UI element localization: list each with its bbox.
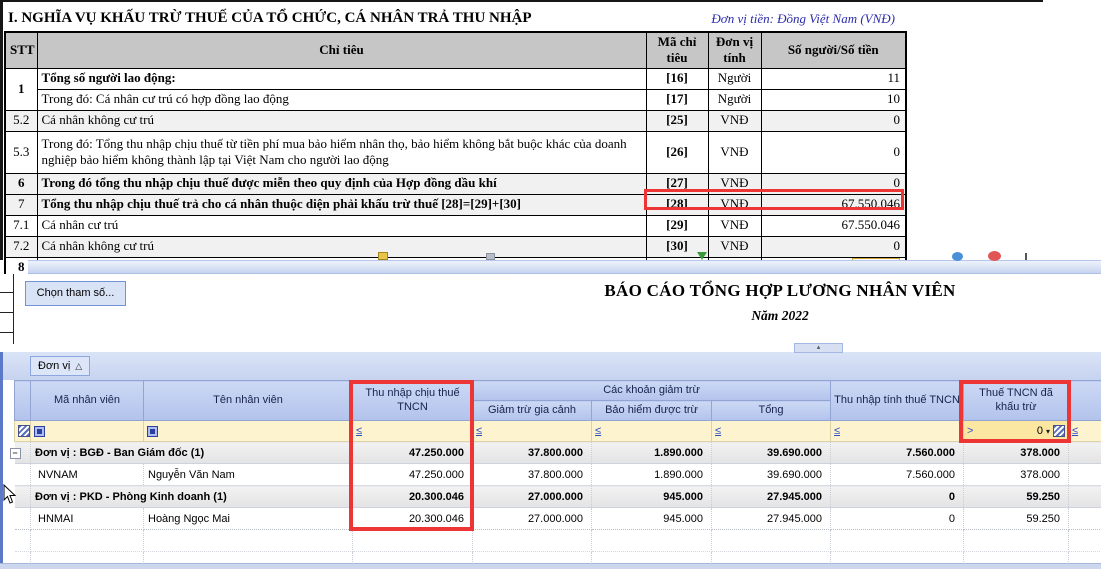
dropdown-arrow-icon[interactable]: ▾ (1046, 426, 1051, 436)
col-so-nguoi-so-tien: Số người/Số tiền (761, 32, 906, 68)
row-unit: VNĐ (708, 236, 761, 257)
row-unit: VNĐ (708, 131, 761, 173)
cell-employee-name[interactable]: Nguyễn Văn Nam (144, 464, 353, 486)
table-row (5, 89, 906, 110)
filter-type-icon[interactable] (34, 426, 45, 437)
grid-left-border (0, 352, 3, 569)
group-row-pkd[interactable] (15, 486, 1101, 508)
row-label: Trong đó: Tổng thu nhập chịu thuế từ tiền phí mua bảo hiểm nhân thọ, bảo hiểm không bắt buộc khác của doanh nghiệp bảo hiểm không thành lập tại Việt Nam cho người lao động (37, 131, 646, 173)
row-code: [26] (646, 131, 708, 173)
row-value: 10 (761, 89, 906, 110)
detail-row-hnmai[interactable] (15, 508, 1101, 530)
table-row (5, 215, 906, 236)
cell-insurance-deduction[interactable]: 1.890.000 (592, 442, 712, 464)
row-code: [29] (646, 215, 708, 236)
filter-cell[interactable] (31, 421, 144, 442)
row-indicator-cell (15, 508, 31, 530)
row-code: [16] (646, 68, 708, 89)
row-stt: 7.2 (5, 236, 37, 257)
salary-grid (14, 380, 1101, 569)
filter-icon[interactable] (18, 425, 30, 437)
filter-cell[interactable] (831, 421, 964, 442)
col-taxable-income[interactable]: Thu nhập chịu thuế TNCN (353, 381, 473, 421)
filter-value-input[interactable]: 0 (1036, 425, 1043, 437)
row-unit: Người (708, 89, 761, 110)
table-row (5, 110, 906, 131)
filter-type-icon[interactable] (147, 426, 158, 437)
group-by-panel (3, 352, 1101, 380)
cell-employee-code[interactable]: HNMAI (31, 508, 144, 530)
red-highlight-row-28 (644, 189, 904, 210)
window-top-border (0, 0, 1043, 2)
group-by-donvi-button[interactable] (30, 356, 90, 376)
cell-family-deduction[interactable]: 27.000.000 (473, 486, 592, 508)
row-stt: 5.2 (5, 110, 37, 131)
row-label: Cá nhân không cư trú (37, 110, 646, 131)
row-value: 0 (761, 131, 906, 173)
cell-taxable-income[interactable]: 20.300.046 (353, 508, 473, 530)
cell-assessable-income[interactable]: 7.560.000 (831, 442, 964, 464)
glyph-fragment (1025, 253, 1027, 260)
row-value: 0 (761, 173, 906, 194)
row-unit: VNĐ (708, 215, 761, 236)
table-row (5, 68, 906, 89)
chevron-up-icon: ▴ (816, 344, 821, 351)
col-insurance-deduction[interactable]: Bảo hiểm được trừ (592, 401, 712, 421)
col-extra (1069, 381, 1101, 421)
col-stt: STT (5, 32, 37, 68)
group-row-bgd[interactable] (15, 442, 1101, 464)
row-indicator-cell (12, 442, 31, 464)
greater-operator[interactable]: > (967, 425, 974, 437)
note-icon (378, 252, 388, 260)
row-code: [27] (646, 173, 708, 194)
less-equal-operator[interactable]: ≤ (715, 425, 722, 437)
row-stt: 5.3 (5, 131, 37, 173)
cell-insurance-deduction[interactable]: 945.000 (592, 508, 712, 530)
cell-taxable-income[interactable]: 47.250.000 (353, 442, 473, 464)
col-withheld-tax[interactable]: Thuế TNCN đã khấu trừ (964, 381, 1069, 421)
report-title: BÁO CÁO TỔNG HỢP LƯƠNG NHÂN VIÊN (604, 281, 956, 300)
red-highlight-withheld-tax-column (959, 380, 1071, 443)
cell-extra (1069, 464, 1101, 486)
less-equal-operator[interactable]: ≤ (356, 425, 363, 437)
cell-taxable-income[interactable]: 20.300.046 (353, 486, 473, 508)
collapse-header-button[interactable] (794, 343, 843, 353)
col-chi-tieu: Chỉ tiêu (37, 32, 646, 68)
filter-cell[interactable] (473, 421, 592, 442)
tax-section-title: I. NGHĨA VỤ KHẤU TRỪ THUẾ CỦA TỔ CHỨC, CÁ NHÂN TRẢ THU NHẬP (8, 10, 532, 26)
col-ma-chi-tieu: Mã chỉ tiêu (646, 32, 708, 68)
row-label: Trong đó: Cá nhân cư trú có hợp đồng lao động (37, 89, 646, 110)
cell-withheld-tax[interactable]: 59.250 (964, 508, 1069, 530)
group-label[interactable]: Đơn vị : BGĐ - Ban Giám đốc (1) (31, 442, 353, 464)
collapse-group-icon[interactable]: − (10, 448, 21, 459)
left-ruler (0, 274, 14, 344)
tax-table-header (5, 32, 906, 68)
empty-grid-row (15, 530, 1101, 552)
cell-assessable-income[interactable]: 0 (831, 508, 964, 530)
filter-cell[interactable] (1069, 421, 1101, 442)
less-equal-operator[interactable]: ≤ (1072, 425, 1079, 437)
report-subtitle: Năm 2022 (751, 308, 809, 323)
report-toolbar-band (28, 260, 1101, 274)
less-equal-operator[interactable]: ≤ (476, 425, 483, 437)
cell-taxable-income[interactable]: 47.250.000 (353, 464, 473, 486)
sort-ascending-icon: △ (75, 360, 83, 371)
filter-cell[interactable] (592, 421, 712, 442)
cell-insurance-deduction[interactable]: 1.890.000 (592, 464, 712, 486)
table-row (5, 131, 906, 173)
filter-cell[interactable] (712, 421, 831, 442)
cell-total-deduction[interactable]: 39.690.000 (712, 442, 831, 464)
less-equal-operator[interactable]: ≤ (834, 425, 841, 437)
row-value: 0 (761, 236, 906, 257)
filter-row (15, 421, 1101, 442)
close-icon (988, 251, 1001, 261)
row-unit: VNĐ (708, 173, 761, 194)
cell-employee-name[interactable]: Hoàng Ngọc Mai (144, 508, 353, 530)
tax-table (4, 31, 907, 279)
currency-note: Đơn vị tiền: Đồng Việt Nam (VNĐ) (711, 11, 895, 26)
row-stt: 7 (5, 194, 37, 215)
cell-total-deduction[interactable]: 27.945.000 (712, 508, 831, 530)
report-heading (460, 281, 1100, 324)
window-left-border (0, 2, 3, 260)
col-employee-name[interactable]: Tên nhân viên (144, 381, 353, 421)
col-employee-code[interactable]: Mã nhân viên (31, 381, 144, 421)
table-row (5, 236, 906, 257)
row-stt: 7.1 (5, 215, 37, 236)
grid-bottom-border (0, 563, 1101, 569)
cell-family-deduction[interactable]: 27.000.000 (473, 508, 592, 530)
info-icon (952, 252, 963, 261)
grid-header-row (15, 381, 1101, 401)
cell-assessable-income[interactable]: 0 (831, 486, 964, 508)
row-label: Cá nhân cư trú (37, 215, 646, 236)
row-code: [17] (646, 89, 708, 110)
cell-family-deduction[interactable]: 37.800.000 (473, 464, 592, 486)
row-value: 0 (761, 110, 906, 131)
mouse-cursor (3, 484, 18, 505)
detail-row-nvnam[interactable] (15, 464, 1101, 486)
cell-employee-code[interactable]: NVNAM (31, 464, 144, 486)
col-family-deduction[interactable]: Giảm trừ gia cảnh (473, 401, 592, 421)
choose-parameters-button[interactable]: Chọn tham số... (25, 281, 126, 306)
clipboard-icon (486, 253, 495, 260)
col-deductions-group[interactable]: Các khoản giảm trừ (473, 381, 831, 401)
cell-total-deduction[interactable]: 27.945.000 (712, 486, 831, 508)
row-indicator-header (15, 381, 31, 421)
group-by-label: Đơn vị (38, 360, 71, 372)
cell-withheld-tax[interactable]: 378.000 (964, 464, 1069, 486)
row-code: [30] (646, 236, 708, 257)
cell-withheld-tax[interactable]: 59.250 (964, 486, 1069, 508)
row-code: [25] (646, 110, 708, 131)
less-equal-operator[interactable]: ≤ (595, 425, 602, 437)
row-unit: Người (708, 68, 761, 89)
group-label[interactable]: Đơn vị : PKD - Phòng Kinh doanh (1) (31, 486, 353, 508)
col-assessable-income[interactable]: Thu nhập tính thuế TNCN (831, 381, 964, 421)
cell-assessable-income[interactable]: 7.560.000 (831, 464, 964, 486)
row-stt: 1 (5, 68, 37, 110)
row-code: [28] (646, 194, 708, 215)
row-unit: VNĐ (708, 194, 761, 215)
cell-extra (1069, 508, 1101, 530)
row-value: 67.550.046 (761, 194, 906, 215)
cell-withheld-tax[interactable]: 378.000 (964, 442, 1069, 464)
cell-total-deduction[interactable]: 39.690.000 (712, 464, 831, 486)
col-total-deduction[interactable]: Tổng (712, 401, 831, 421)
row-stt: 8 (5, 257, 37, 278)
filter-cell[interactable] (15, 421, 31, 442)
row-stt: 6 (5, 173, 37, 194)
red-highlight-taxable-income-column (349, 380, 474, 531)
row-indicator-cell (15, 464, 31, 486)
row-label: Cá nhân không cư trú (37, 236, 646, 257)
cell-extra (1069, 486, 1101, 508)
row-label: Tổng thu nhập chịu thuế trả cho cá nhân thuộc diện phải khấu trừ thuế [28]=[29]+[30] (37, 194, 646, 215)
col-don-vi-tinh: Đơn vị tính (708, 32, 761, 68)
row-label: Trong đó tổng thu nhập chịu thuế được miễn theo quy định của Hợp đồng dầu khí (37, 173, 646, 194)
row-label: Tổng số người lao động: (37, 68, 646, 89)
cell-extra (1069, 442, 1101, 464)
filter-cell[interactable] (144, 421, 353, 442)
arrow-down-icon (697, 252, 707, 260)
row-value: 11 (761, 68, 906, 89)
cell-insurance-deduction[interactable]: 945.000 (592, 486, 712, 508)
cell-family-deduction[interactable]: 37.800.000 (473, 442, 592, 464)
row-value: 67.550.046 (761, 215, 906, 236)
row-unit: VNĐ (708, 110, 761, 131)
